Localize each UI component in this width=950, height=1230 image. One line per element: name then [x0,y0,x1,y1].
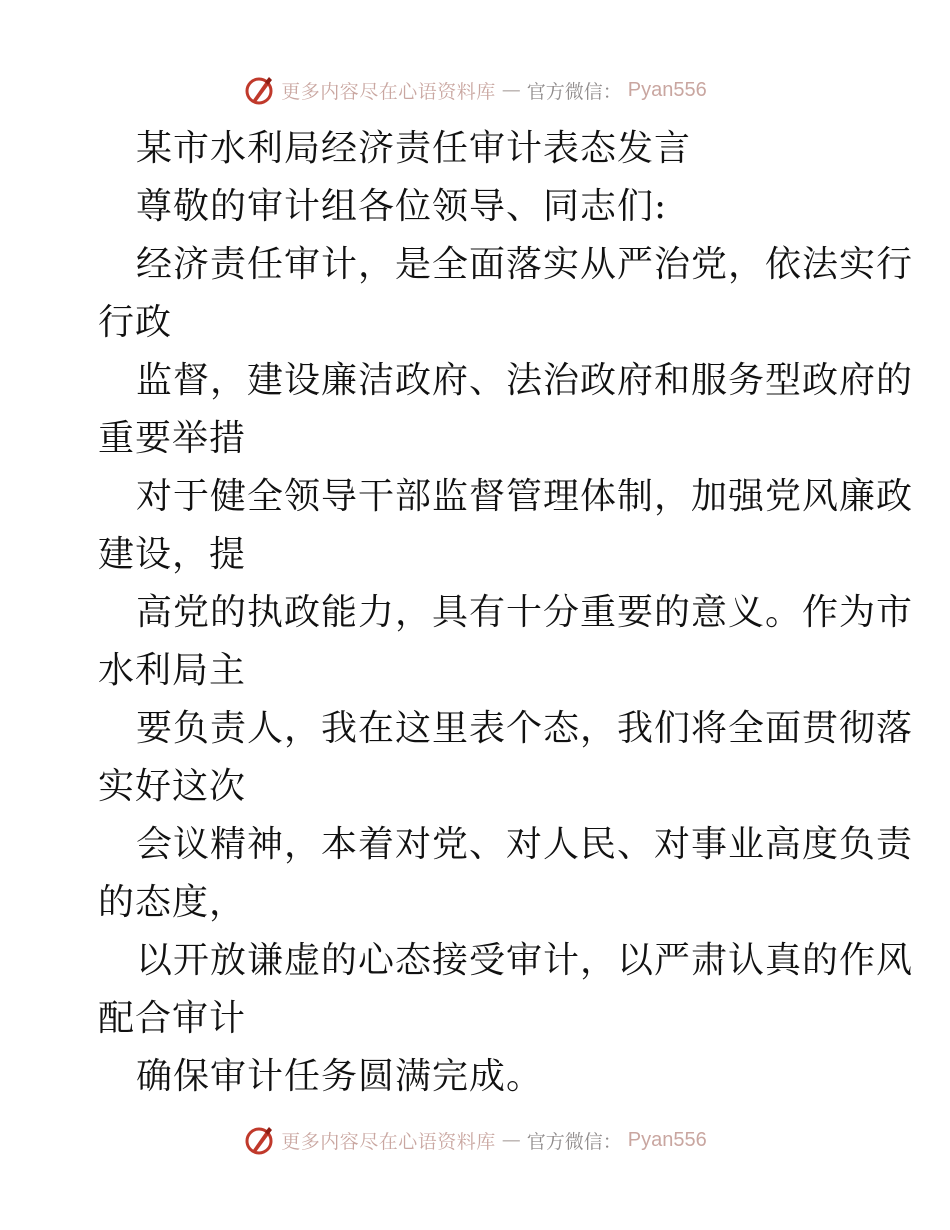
watermark-brand: 官方微信： [526,1130,622,1153]
quill-circle-icon [243,1124,275,1156]
quill-circle-icon [243,74,275,106]
watermark-id: Pyan556 [627,78,707,101]
header-watermark [0,70,950,110]
watermark-separator: — [501,1129,521,1151]
paragraph-line: 重要举措 [98,418,247,459]
watermark-text: 更多内容尽在心语资料库 [281,1130,496,1153]
salutation: 尊敬的审计组各位领导、同志们: [136,186,668,227]
paragraph-line: 会议精神，本着对党、对人民、对事业高度负责 [136,824,914,865]
paragraph-line: 高党的执政能力，具有十分重要的意义。作为市 [136,592,914,633]
footer-watermark [0,1120,950,1160]
paragraph-line: 水利局主 [98,650,247,691]
paragraph-line: 经济责任审计，是全面落实从严治党，依法实行 [136,244,914,285]
paragraph-line: 确保审计任务圆满完成。 [136,1056,544,1097]
paragraph-line: 要负责人，我在这里表个态，我们将全面贯彻落 [136,708,914,749]
document-body [98,120,914,1106]
paragraph-line: 的态度， [98,882,247,923]
watermark-separator: — [501,79,521,101]
paragraph-line: 行政 [98,302,173,343]
document-title: 某市水利局经济责任审计表态发言 [136,128,692,169]
watermark-id: Pyan556 [627,1128,707,1151]
paragraph-line: 配合审计 [98,998,247,1039]
paragraph-line: 对于健全领导干部监督管理体制，加强党风廉政 [136,476,914,517]
paragraph-line: 建设，提 [98,534,247,575]
paragraph-line: 以开放谦虚的心态接受审计，以严肃认真的作风 [136,940,914,981]
paragraph-line: 监督，建设廉洁政府、法治政府和服务型政府的 [136,360,914,401]
watermark-text: 更多内容尽在心语资料库 [281,80,496,103]
watermark-brand: 官方微信： [526,80,622,103]
paragraph-line: 实好这次 [98,766,247,807]
